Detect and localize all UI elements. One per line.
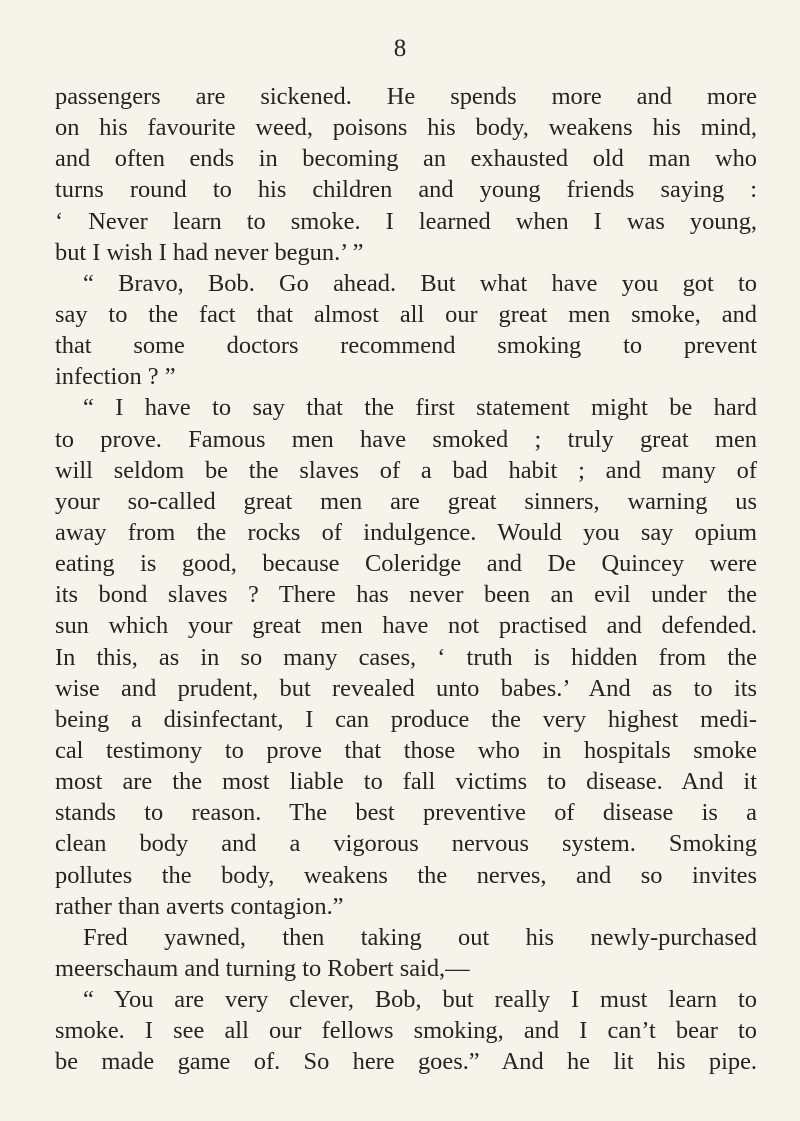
text-line: say to the fact that almost all our great men smoke, and — [55, 300, 757, 328]
text-line: rather than averts contagion.” — [55, 892, 344, 920]
text-line: infection ? ” — [55, 363, 176, 391]
page-number: 8 — [393, 35, 407, 62]
text-line: smoke. I see all our fellows smoking, and I can’t bear to — [55, 1017, 757, 1045]
text-line: wise and prudent, but revealed unto babes.’ And as to its — [55, 674, 757, 702]
text-line: its bond slaves ? There has never been an evil under the — [55, 581, 757, 609]
text-line: “ I have to say that the first statement might be hard — [83, 394, 757, 422]
text-line: eating is good, because Coleridge and De Quincey were — [55, 550, 757, 578]
text-line: turns round to his children and young friends saying : — [55, 176, 757, 204]
text-line: ‘ Never learn to smoke. I learned when I was young, — [55, 207, 757, 235]
text-line: away from the rocks of indulgence. Would you say opium — [55, 518, 757, 546]
text-line: clean body and a vigorous nervous system. Smoking — [55, 830, 757, 858]
text-line: “ You are very clever, Bob, but really I must learn to — [83, 986, 757, 1014]
text-line: Fred yawned, then taking out his newly-purchased — [83, 923, 757, 951]
text-line: most are the most liable to fall victims to disease. And it — [55, 768, 757, 796]
text-line: cal testimony to prove that those who in hospitals smoke — [55, 736, 757, 764]
text-line: pollutes the body, weakens the nerves, and so invites — [55, 861, 757, 889]
text-line: being a disinfectant, I can produce the very highest medi- — [55, 705, 757, 733]
text-line: on his favourite weed, poisons his body, weakens his mind, — [55, 114, 757, 142]
text-line: to prove. Famous men have smoked ; truly great men — [55, 425, 757, 453]
text-line: but I wish I had never begun.’ ” — [55, 238, 364, 266]
text-line: meerschaum and turning to Robert said,— — [55, 954, 470, 982]
text-line: that some doctors recommend smoking to prevent — [55, 332, 757, 360]
text-line: “ Bravo, Bob. Go ahead. But what have you got to — [83, 269, 757, 297]
text-line: be made game of. So here goes.” And he lit his pipe. — [55, 1048, 757, 1076]
text-line: will seldom be the slaves of a bad habit ; and many of — [55, 456, 757, 484]
text-line: passengers are sickened. He spends more and more — [55, 83, 757, 110]
page-body-text — [55, 81, 757, 1078]
text-line: sun which your great men have not practised and defended. — [55, 612, 757, 640]
text-line: and often ends in becoming an exhausted old man who — [55, 145, 757, 173]
text-line: your so-called great men are great sinners, warning us — [55, 487, 757, 515]
text-line: stands to reason. The best preventive of disease is a — [55, 799, 757, 827]
text-line: In this, as in so many cases, ‘ truth is hidden from the — [55, 643, 757, 671]
